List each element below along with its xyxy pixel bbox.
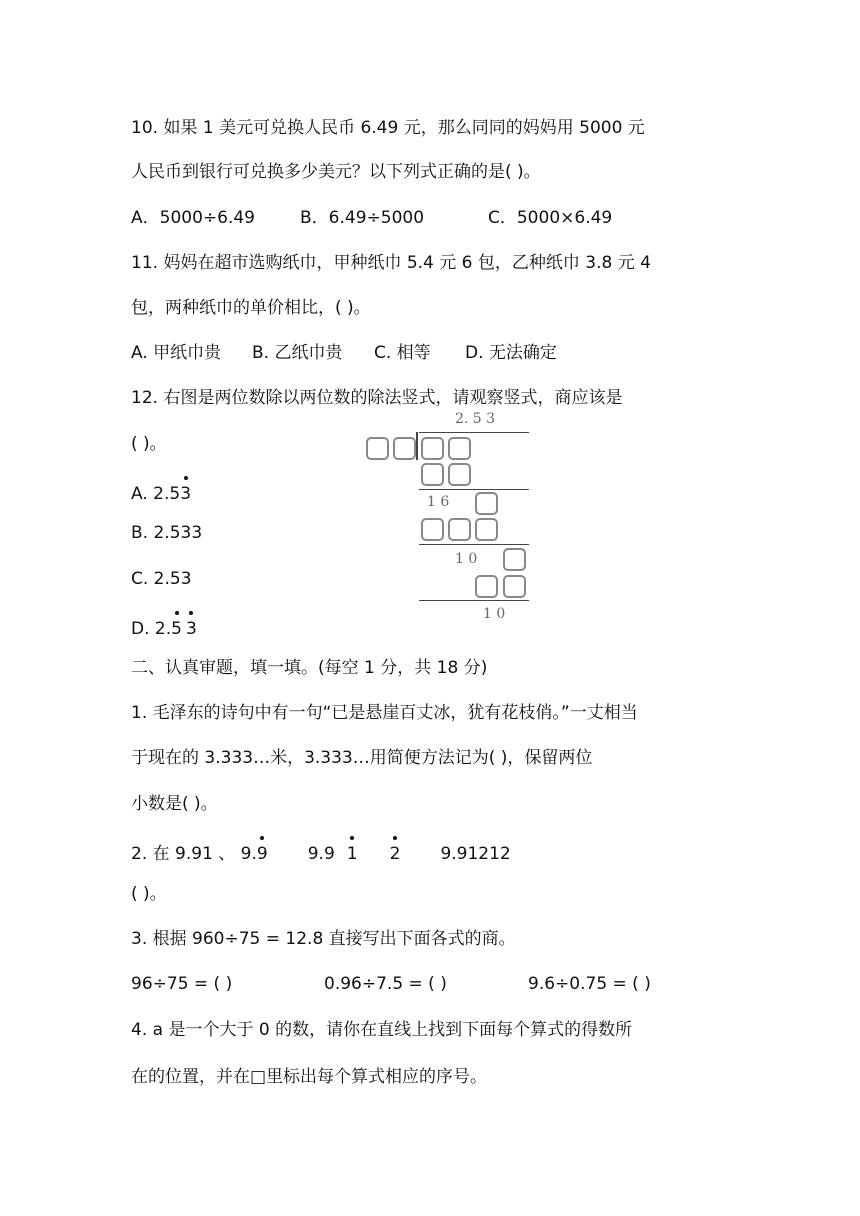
product-box-7 — [503, 575, 526, 598]
fill2-prefix: 2. 在 9.91 、 9. — [131, 844, 257, 864]
q12-option-d — [131, 617, 197, 641]
product-box-5 — [475, 518, 498, 541]
remainder-box-2 — [503, 548, 526, 571]
divisor-box-2 — [393, 437, 416, 460]
fill2-line2: ( )。 — [131, 884, 167, 904]
q12-option-b: B. 2.533 — [131, 523, 203, 543]
q10-option-b: B．6.49÷5000 — [300, 208, 425, 228]
q11-line1: 11. 妈妈在超市选购纸巾，甲种纸巾 5.4 元 6 包，乙种纸巾 3.8 元 4 — [131, 253, 651, 273]
product-box-3 — [421, 518, 444, 541]
q12-option-c: C. 2.53 — [131, 569, 192, 589]
division-row-b: 1 0 — [455, 551, 478, 567]
fill4-line1: 4. a 是一个大于 0 的数，请你在直线上找到下面每个算式的得数所 — [131, 1020, 633, 1040]
q12-option-a-repeating-digit: 3 — [180, 484, 192, 504]
product-box-1 — [421, 463, 444, 486]
dividend-box-1 — [421, 437, 444, 460]
q10-line2: 人民币到银行可兑换多少美元？以下列式正确的是( )。 — [131, 162, 541, 182]
fill2-number-2-repeating-digit: 9 — [256, 844, 268, 864]
remainder-box-1 — [475, 492, 498, 515]
fill1-line2: 于现在的 3.333…米，3.333…用简便方法记为( )，保留两位 — [131, 748, 593, 768]
fill2-number-4: 9.91212 — [440, 844, 511, 864]
product-box-2 — [448, 463, 471, 486]
fill3-expression-3: 9.6÷0.75 = ( ) — [528, 974, 651, 994]
q12-option-d-repeating-digit-1: 5 — [171, 619, 182, 639]
fill4-line2: 在的位置，并在□里标出每个算式相应的序号。 — [131, 1067, 488, 1087]
product-box-6 — [475, 575, 498, 598]
product-box-4 — [448, 518, 471, 541]
q11-line2: 包，两种纸巾的单价相比，( )。 — [131, 298, 371, 318]
fill2-number-3-repeating-digit-2: 2 — [389, 844, 401, 864]
section-2-title: 二、认真审题，填一填。(每空 1 分，共 18 分) — [131, 658, 488, 678]
dividend-box-2 — [448, 437, 471, 460]
q10-line1: 10. 如果 1 美元可兑换人民币 6.49 元，那么同同的妈妈用 5000 元 — [131, 118, 645, 138]
division-bar — [419, 432, 529, 433]
q10-option-a: A．5000÷6.49 — [131, 208, 255, 228]
division-quotient: 2. 5 3 — [455, 411, 496, 427]
q11-option-b: B. 乙纸巾贵 — [252, 343, 343, 363]
q12-option-d-prefix: D. 2. — [131, 619, 172, 639]
q11-option-d: D. 无法确定 — [465, 343, 557, 363]
fill3-line1: 3. 根据 960÷75 = 12.8 直接写出下面各式的商。 — [131, 929, 516, 949]
division-line-1 — [419, 489, 529, 490]
fill2-number-3-prefix: 9.9 — [307, 844, 335, 864]
fill1-line1: 1. 毛泽东的诗句中有一句“已是悬崖百丈冰，犹有花枝俏。”一丈相当 — [131, 703, 638, 723]
fill3-expression-2: 0.96÷7.5 = ( ) — [324, 974, 447, 994]
fill2-number-3-repeating-digit-1: 1 — [346, 844, 358, 864]
q12-option-a — [131, 482, 191, 506]
division-line-2 — [419, 544, 529, 545]
divisor-box-1 — [366, 437, 389, 460]
q12-line2: ( )。 — [131, 434, 167, 454]
fill1-line3: 小数是( )。 — [131, 794, 218, 814]
division-row-c: 1 0 — [483, 606, 506, 622]
q12-option-d-repeating-digit-2: 3 — [185, 619, 197, 639]
fill2-line1 — [131, 842, 511, 866]
q11-option-a: A. 甲纸巾贵 — [131, 343, 222, 363]
division-line-3 — [419, 600, 529, 601]
q10-option-c: C．5000×6.49 — [488, 208, 613, 228]
division-row-a: 1 6 — [427, 494, 450, 510]
fill3-expression-1: 96÷75 = ( ) — [131, 974, 233, 994]
q12-option-a-prefix: A. 2.5 — [131, 484, 181, 504]
q12-line1: 12. 右图是两位数除以两位数的除法竖式，请观察竖式，商应该是 — [131, 388, 623, 408]
q11-option-c: C. 相等 — [374, 343, 431, 363]
